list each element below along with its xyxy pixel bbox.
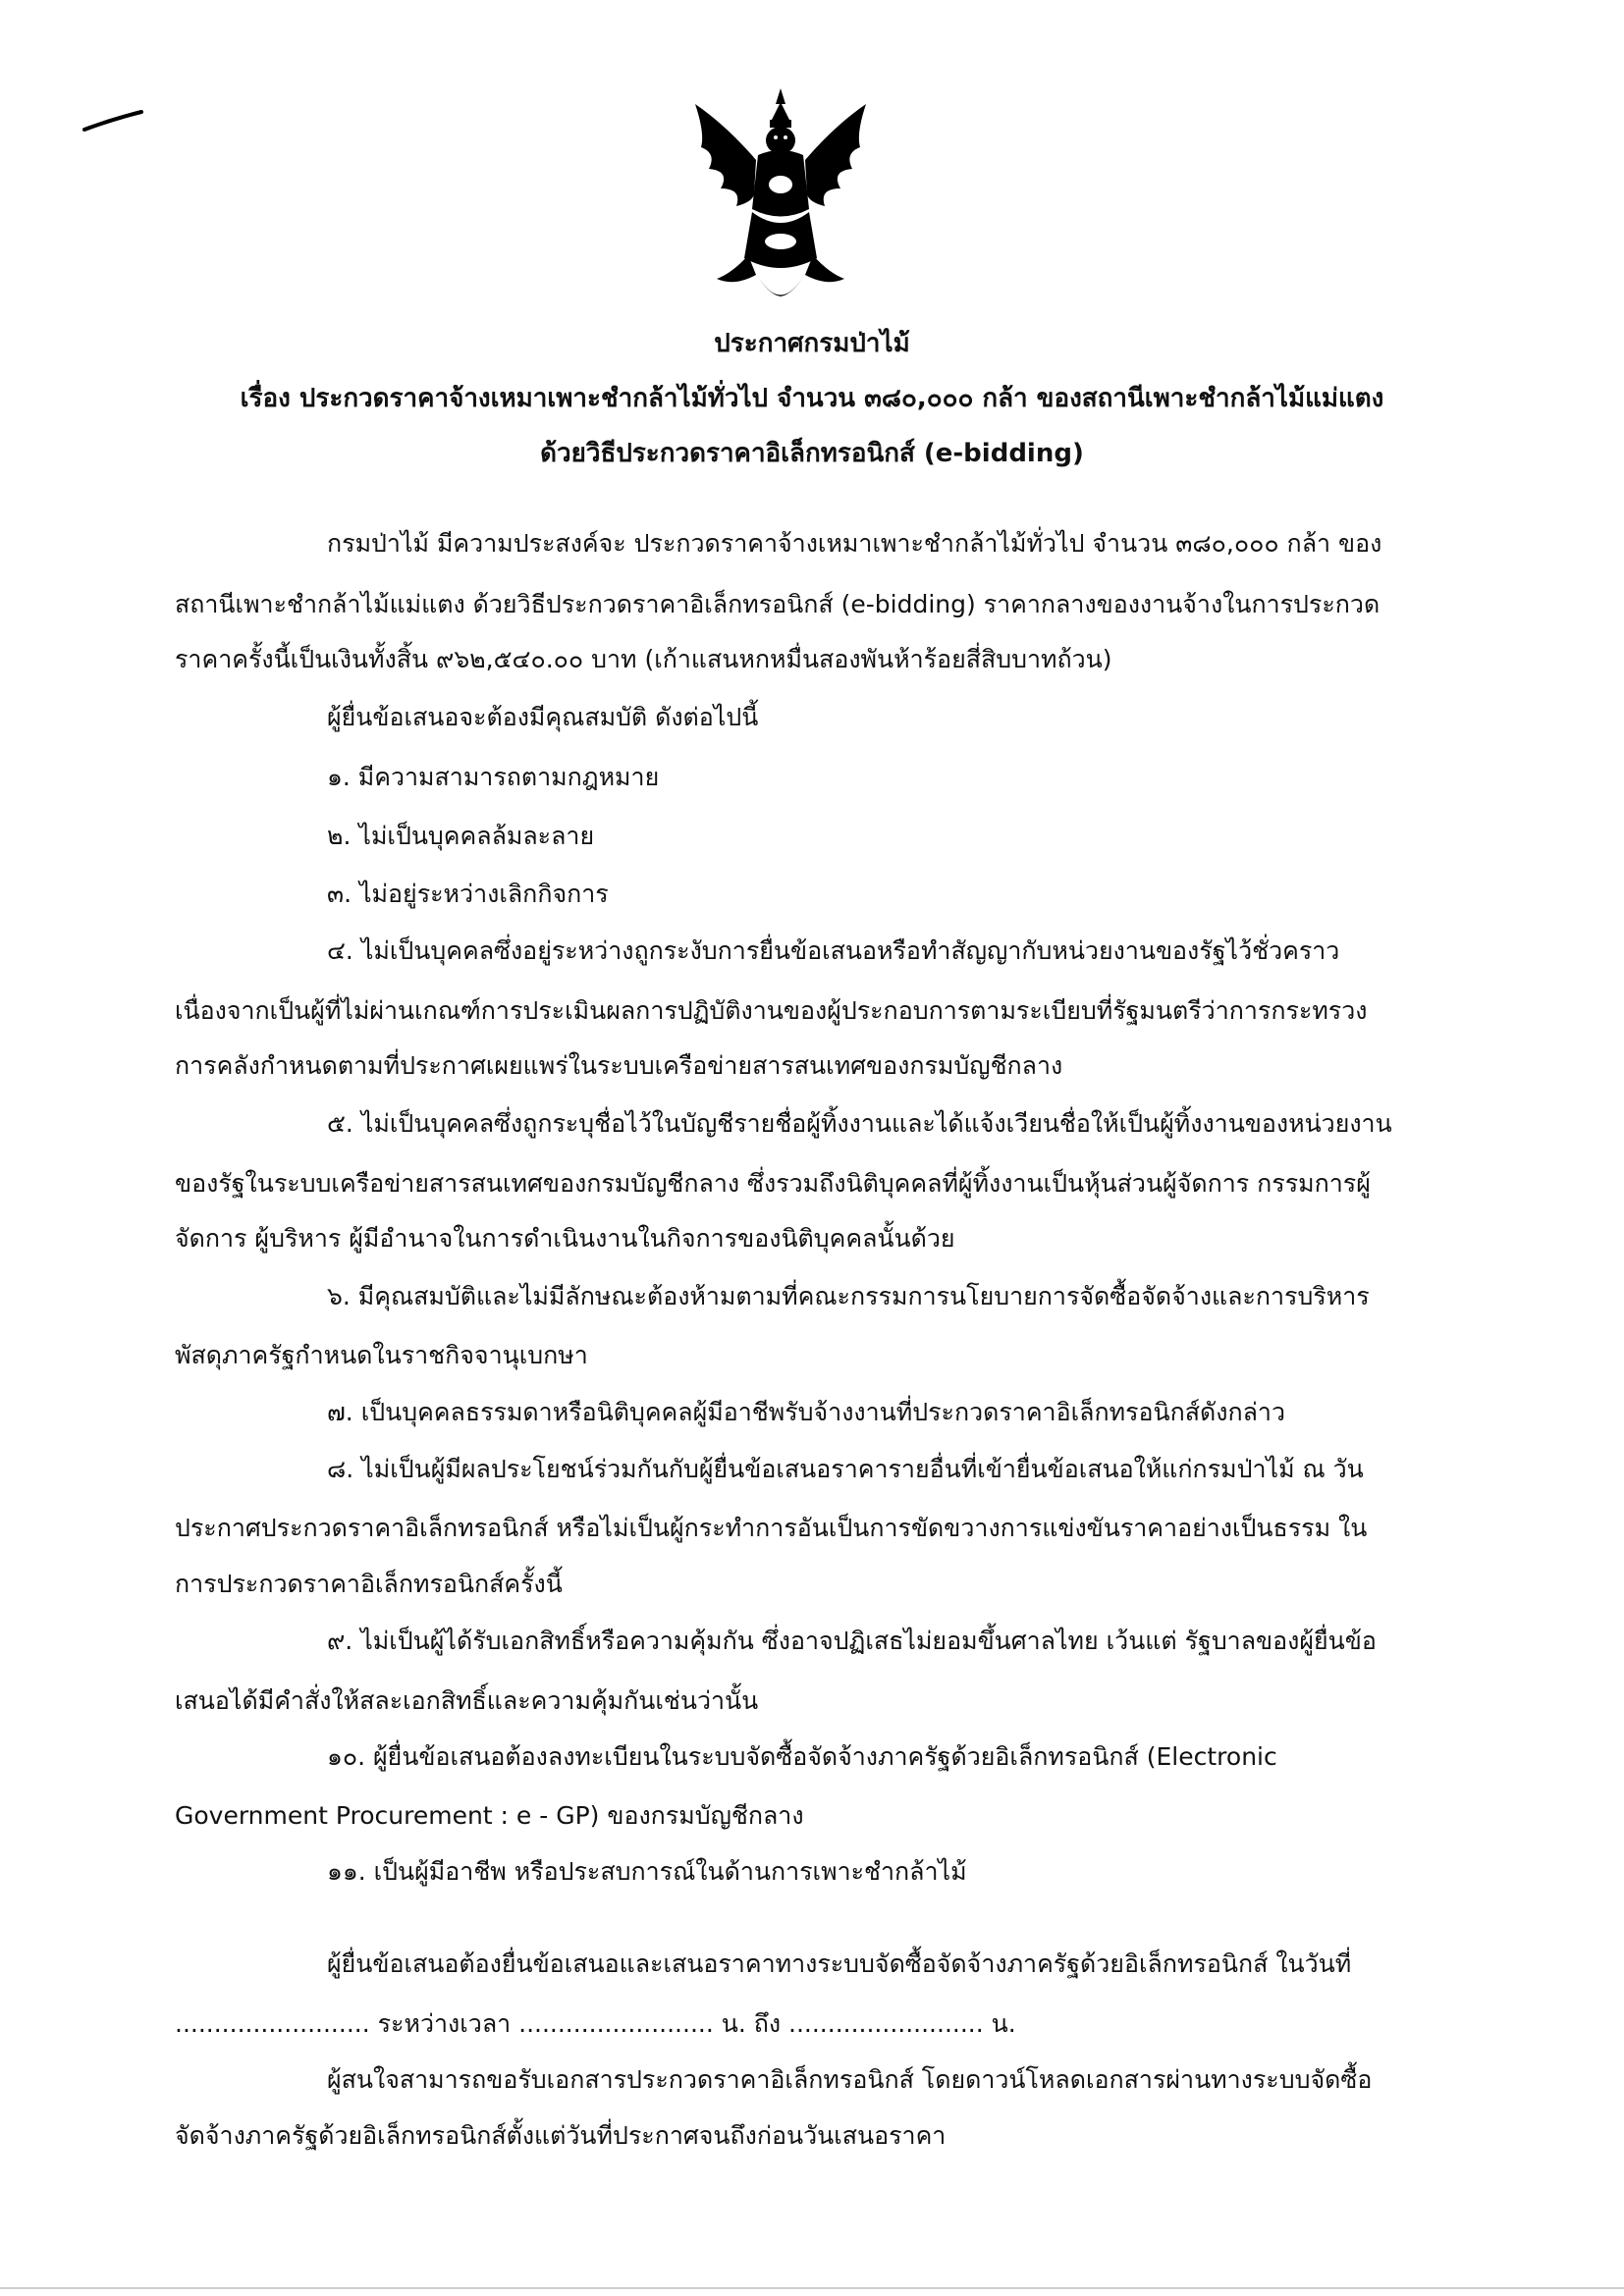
qualification-item: ๖. มีคุณสมบัติและไม่มีลักษณะต้องห้ามตามที่คณะกรรมการนโยบายการจัดซื้อจัดจ้างและการบริหาร (327, 1282, 1370, 1310)
pen-stroke-mark (82, 110, 143, 132)
qualification-item: ๑๑. เป็นผู้มีอาชีพ หรือประสบการณ์ในด้านการเพาะชำกล้าไม้ (327, 1857, 967, 1886)
intro-line: สถานีเพาะชำกล้าไม้แม่แตง ด้วยวิธีประกวดราคาอิเล็กทรอนิกส์ (e-bidding) ราคากลางของงานจ้างในการประกวด (175, 590, 1380, 618)
download-info-line: จัดจ้างภาครัฐด้วยอิเล็กทรอนิกส์ตั้งแต่วันที่ประกาศจนถึงก่อนวันเสนอราคา (175, 2121, 947, 2150)
qualification-item: ๕. ไม่เป็นบุคคลซึ่งถูกระบุชื่อไว้ในบัญชีรายชื่อผู้ทิ้งงานและได้แจ้งเวียนชื่อให้เป็นผู้ทิ้งงานของหน่วยงาน (327, 1109, 1392, 1138)
intro-line: ราคาครั้งนี้เป็นเงินทั้งสิ้น ๙๖๒,๕๔๐.๐๐ บาท (เก้าแสนหกหมื่นสองพันห้าร้อยสี่สิบบาทถ้วน) (175, 645, 1112, 673)
qualification-item-continued: การคลังกำหนดตามที่ประกาศเผยแพร่ในระบบเครือข่ายสารสนเทศของกรมบัญชีกลาง (175, 1051, 1063, 1080)
garuda-emblem-icon (687, 86, 874, 317)
download-info-line: ผู้สนใจสามารถขอรับเอกสารประกวดราคาอิเล็กทรอนิกส์ โดยดาวน์โหลดเอกสารผ่านทางระบบจัดซื้อ (327, 2065, 1373, 2094)
qualification-item: ๒. ไม่เป็นบุคคลล้มละลาย (327, 822, 595, 850)
announcement-subject-line-2: ด้วยวิธีประกวดราคาอิเล็กทรอนิกส์ (e-bidding) (540, 439, 1084, 468)
intro-line: กรมป่าไม้ มีความประสงค์จะ ประกวดราคาจ้างเหมาเพาะชำกล้าไม้ทั่วไป จำนวน ๓๘๐,๐๐๐ กล้า ของ (327, 529, 1382, 558)
qualification-item-continued: เสนอได้มีคำสั่งให้สละเอกสิทธิ์และความคุ้มกันเช่นว่านั้น (175, 1686, 759, 1715)
qualification-item: ๙. ไม่เป็นผู้ได้รับเอกสิทธิ์หรือความคุ้มกัน ซึ่งอาจปฏิเสธไม่ยอมขึ้นศาลไทย เว้นแต่ รัฐบาลของผู้ยื่นข้อ (327, 1627, 1377, 1655)
qualification-item-continued: พัสดุภาครัฐกำหนดในราชกิจจานุเบกษา (175, 1341, 588, 1369)
qualification-item: ๔. ไม่เป็นบุคคลซึ่งอยู่ระหว่างถูกระงับการยื่นข้อเสนอหรือทำสัญญากับหน่วยงานของรัฐไว้ชั่วคราว (327, 936, 1340, 965)
qualification-item: ๓. ไม่อยู่ระหว่างเลิกกิจการ (327, 880, 609, 908)
qualification-item: ๑. มีความสามารถตามกฎหมาย (327, 763, 660, 791)
qualification-item-continued: Government Procurement : e - GP) ของกรมบัญชีกลาง (175, 1801, 804, 1830)
submission-line: ผู้ยื่นข้อเสนอต้องยื่นข้อเสนอและเสนอราคาทางระบบจัดซื้อจัดจ้างภาครัฐด้วยอิเล็กทรอนิกส์ ในวันที่ (327, 1949, 1352, 1978)
qualification-item: ๘. ไม่เป็นผู้มีผลประโยชน์ร่วมกันกับผู้ยื่นข้อเสนอราคารายอื่นที่เข้ายื่นข้อเสนอให้แก่กรมป่าไม้ ณ วัน (327, 1455, 1364, 1483)
qualifications-intro: ผู้ยื่นข้อเสนอจะต้องมีคุณสมบัติ ดังต่อไปนี้ (327, 703, 759, 731)
qualification-item-continued: ประกาศประกวดราคาอิเล็กทรอนิกส์ หรือไม่เป็นผู้กระทำการอันเป็นการขัดขวางการแข่งขันราคาอย่างเป็นธรรม ใน (175, 1514, 1368, 1542)
submission-time-blanks: ......................... ระหว่างเวลา ......................... น. ถึง ......................... น. (175, 2009, 1016, 2038)
qualification-item: ๗. เป็นบุคคลธรรมดาหรือนิติบุคคลผู้มีอาชีพรับจ้างงานที่ประกวดราคาอิเล็กทรอนิกส์ดังกล่าว (327, 1398, 1285, 1426)
qualification-item-continued: ของรัฐในระบบเครือข่ายสารสนเทศของกรมบัญชีกลาง ซึ่งรวมถึงนิติบุคคลที่ผู้ทิ้งงานเป็นหุ้นส่วนผู้จัดการ กรรมการผู้ (175, 1169, 1371, 1198)
qualification-item-continued: จัดการ ผู้บริหาร ผู้มีอำนาจในการดำเนินงานในกิจการของนิติบุคคลนั้นด้วย (175, 1224, 955, 1253)
announcement-subject-line-1: เรื่อง ประกวดราคาจ้างเหมาเพาะชำกล้าไม้ทั่วไป จำนวน ๓๘๐,๐๐๐ กล้า ของสถานีเพาะชำกล้าไม้แม่แตง (240, 384, 1384, 413)
qualification-item-continued: เนื่องจากเป็นผู้ที่ไม่ผ่านเกณฑ์การประเมินผลการปฏิบัติงานของผู้ประกอบการตามระเบียบที่รัฐมนตรีว่าการกระทรวง (175, 996, 1368, 1025)
scan-edge-divider (0, 2287, 1624, 2289)
qualification-item-continued: การประกวดราคาอิเล็กทรอนิกส์ครั้งนี้ (175, 1570, 563, 1598)
qualification-item: ๑๐. ผู้ยื่นข้อเสนอต้องลงทะเบียนในระบบจัดซื้อจัดจ้างภาครัฐด้วยอิเล็กทรอนิกส์ (Electronic (327, 1742, 1277, 1771)
announcement-agency-title: ประกาศกรมป่าไม้ (714, 329, 910, 358)
